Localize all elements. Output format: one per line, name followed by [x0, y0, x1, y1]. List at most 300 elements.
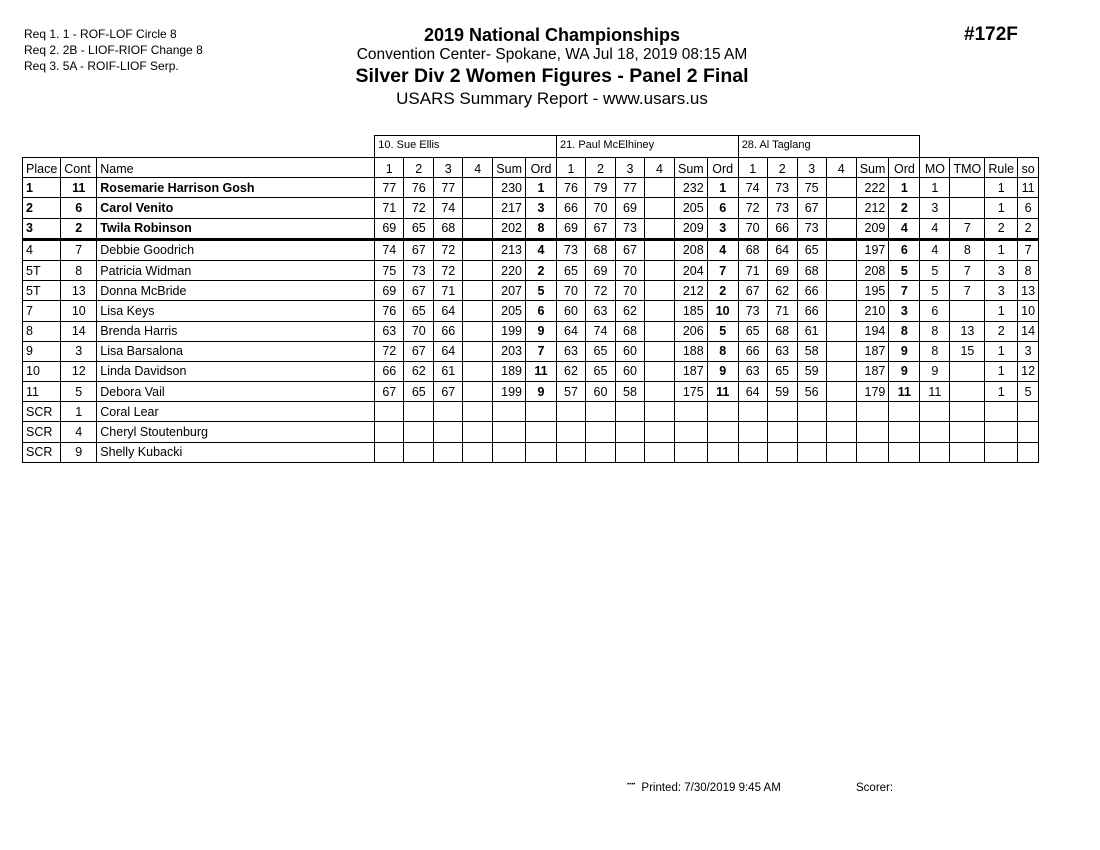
place-cell: 4: [23, 239, 61, 260]
sum-cell: 212: [856, 198, 889, 218]
score-cell: 63: [767, 341, 797, 361]
rule-cell: 1: [985, 341, 1018, 361]
col-judge-3-score-3: 3: [797, 158, 826, 178]
ord-cell: 5: [889, 260, 920, 280]
score-cell: 66: [738, 341, 767, 361]
score-cell: 67: [404, 281, 434, 301]
score-cell: 69: [375, 218, 404, 239]
score-cell: [463, 402, 493, 422]
ord-cell: 7: [889, 281, 920, 301]
division-title: Silver Div 2 Women Figures - Panel 2 Final: [355, 65, 749, 87]
sum-cell: [674, 442, 707, 462]
score-cell: [556, 402, 585, 422]
ord-cell: 6: [707, 198, 738, 218]
score-cell: [644, 442, 674, 462]
sum-cell: [493, 402, 526, 422]
score-cell: 71: [767, 301, 797, 321]
score-cell: 65: [797, 239, 826, 260]
score-cell: 58: [615, 382, 644, 402]
tmo-cell: 7: [950, 218, 985, 239]
score-cell: 70: [556, 281, 585, 301]
score-cell: 62: [404, 361, 434, 381]
tmo-cell: 15: [950, 341, 985, 361]
score-cell: [738, 442, 767, 462]
score-cell: 63: [738, 361, 767, 381]
score-cell: 63: [585, 301, 615, 321]
col-judge-3-score-4: 4: [826, 158, 856, 178]
place-cell: 10: [23, 361, 61, 381]
score-cell: 67: [375, 382, 404, 402]
score-cell: [797, 442, 826, 462]
ord-cell: 6: [889, 239, 920, 260]
tmo-cell: [950, 442, 985, 462]
tmo-cell: [950, 301, 985, 321]
score-cell: 57: [556, 382, 585, 402]
score-cell: 60: [615, 361, 644, 381]
sum-cell: 205: [493, 301, 526, 321]
cont-cell: 5: [61, 382, 97, 402]
score-cell: 70: [585, 198, 615, 218]
results-table: [22, 135, 1039, 463]
table-row: [23, 402, 1039, 422]
rule-cell: 2: [985, 218, 1018, 239]
score-cell: 75: [797, 178, 826, 198]
score-cell: [826, 422, 856, 442]
score-cell: [615, 422, 644, 442]
table-row: [23, 361, 1039, 381]
score-cell: [434, 402, 463, 422]
score-cell: [585, 442, 615, 462]
sum-cell: [856, 422, 889, 442]
rule-cell: [985, 442, 1018, 462]
score-cell: 70: [738, 218, 767, 239]
ord-cell: [889, 422, 920, 442]
score-cell: [404, 442, 434, 462]
score-cell: 75: [375, 260, 404, 280]
score-cell: [644, 178, 674, 198]
score-cell: [767, 402, 797, 422]
score-cell: [826, 301, 856, 321]
name-cell: Debora Vail: [97, 382, 375, 402]
judge-2-name: 21. Paul McElhiney: [556, 136, 738, 158]
score-cell: [826, 281, 856, 301]
score-cell: 70: [404, 321, 434, 341]
ord-cell: 9: [525, 321, 556, 341]
score-cell: 66: [797, 301, 826, 321]
score-cell: 58: [797, 341, 826, 361]
score-cell: 60: [585, 382, 615, 402]
ord-cell: [707, 442, 738, 462]
printed-footer: [627, 782, 781, 794]
score-cell: 64: [738, 382, 767, 402]
score-cell: 66: [797, 281, 826, 301]
score-cell: 68: [797, 260, 826, 280]
score-cell: [797, 402, 826, 422]
tmo-cell: [950, 422, 985, 442]
score-cell: [463, 281, 493, 301]
ord-cell: [525, 402, 556, 422]
ord-cell: 5: [707, 321, 738, 341]
mo-cell: 1: [920, 178, 950, 198]
ord-cell: 1: [889, 178, 920, 198]
rule-cell: 3: [985, 260, 1018, 280]
col-judge-1-score-2: 2: [404, 158, 434, 178]
score-cell: [375, 422, 404, 442]
score-cell: 72: [738, 198, 767, 218]
score-cell: 74: [585, 321, 615, 341]
table-row: [23, 442, 1039, 462]
sum-cell: [856, 402, 889, 422]
score-cell: [644, 321, 674, 341]
score-cell: [463, 218, 493, 239]
score-cell: [463, 382, 493, 402]
score-cell: [644, 341, 674, 361]
sum-cell: 208: [674, 239, 707, 260]
so-cell: 13: [1018, 281, 1039, 301]
score-cell: 71: [375, 198, 404, 218]
ord-cell: 7: [525, 341, 556, 361]
sum-cell: 188: [674, 341, 707, 361]
sum-cell: 204: [674, 260, 707, 280]
col-judge-1-score-3: 3: [434, 158, 463, 178]
score-cell: 66: [767, 218, 797, 239]
ord-cell: 11: [889, 382, 920, 402]
table-row: [23, 341, 1039, 361]
mo-cell: 5: [920, 281, 950, 301]
col-judge-3-score-1: 1: [738, 158, 767, 178]
score-cell: 79: [585, 178, 615, 198]
ord-cell: [525, 442, 556, 462]
cont-cell: 3: [61, 341, 97, 361]
mo-cell: 9: [920, 361, 950, 381]
place-cell: 5T: [23, 281, 61, 301]
mo-cell: [920, 402, 950, 422]
mo-cell: [920, 422, 950, 442]
ord-cell: 5: [525, 281, 556, 301]
score-cell: [826, 361, 856, 381]
sum-cell: 203: [493, 341, 526, 361]
score-cell: 73: [797, 218, 826, 239]
sum-cell: 230: [493, 178, 526, 198]
score-cell: 73: [404, 260, 434, 280]
so-cell: 8: [1018, 260, 1039, 280]
sum-cell: [856, 442, 889, 462]
so-cell: [1018, 422, 1039, 442]
score-cell: 66: [556, 198, 585, 218]
requirement-2: Req 2. 2B - LIOF-RIOF Change 8: [24, 43, 203, 57]
ord-cell: [525, 422, 556, 442]
mo-cell: 6: [920, 301, 950, 321]
score-cell: [556, 442, 585, 462]
score-cell: [826, 442, 856, 462]
score-cell: 65: [738, 321, 767, 341]
ord-cell: 8: [707, 341, 738, 361]
col-tmo: TMO: [950, 158, 985, 178]
sum-cell: [674, 422, 707, 442]
score-cell: 59: [797, 361, 826, 381]
score-cell: 74: [434, 198, 463, 218]
mo-cell: 4: [920, 218, 950, 239]
mo-cell: 8: [920, 341, 950, 361]
score-cell: 77: [375, 178, 404, 198]
name-cell: Coral Lear: [97, 402, 375, 422]
cont-cell: 9: [61, 442, 97, 462]
score-cell: 70: [615, 281, 644, 301]
score-cell: 62: [556, 361, 585, 381]
score-cell: [767, 442, 797, 462]
score-cell: 71: [738, 260, 767, 280]
score-cell: [463, 198, 493, 218]
sum-cell: 185: [674, 301, 707, 321]
tmo-cell: 7: [950, 260, 985, 280]
score-cell: [404, 422, 434, 442]
score-cell: 63: [556, 341, 585, 361]
score-cell: 65: [404, 382, 434, 402]
score-cell: [644, 218, 674, 239]
place-cell: SCR: [23, 442, 61, 462]
name-cell: Cheryl Stoutenburg: [97, 422, 375, 442]
table-row: [23, 321, 1039, 341]
score-cell: 64: [767, 239, 797, 260]
ord-cell: 4: [889, 218, 920, 239]
cont-cell: 1: [61, 402, 97, 422]
sum-cell: 209: [856, 218, 889, 239]
score-cell: [826, 198, 856, 218]
score-cell: [644, 422, 674, 442]
place-cell: 2: [23, 198, 61, 218]
table-row: [23, 218, 1039, 239]
name-cell: Patricia Widman: [97, 260, 375, 280]
so-cell: 7: [1018, 239, 1039, 260]
score-cell: [463, 321, 493, 341]
mo-cell: [920, 442, 950, 462]
event-title: 2019 National Championships: [423, 25, 681, 45]
score-cell: 77: [615, 178, 644, 198]
score-cell: [644, 301, 674, 321]
scorer-label: Scorer:: [856, 782, 894, 794]
score-cell: [826, 239, 856, 260]
rule-cell: [985, 422, 1018, 442]
col-cont: Cont: [61, 158, 97, 178]
score-cell: 64: [556, 321, 585, 341]
ord-cell: [889, 442, 920, 462]
score-cell: 65: [585, 341, 615, 361]
place-cell: 8: [23, 321, 61, 341]
judge-1-name: 10. Sue Ellis: [375, 136, 557, 158]
score-cell: 73: [556, 239, 585, 260]
sum-cell: [493, 442, 526, 462]
name-cell: Brenda Harris: [97, 321, 375, 341]
score-cell: [826, 178, 856, 198]
cont-cell: 14: [61, 321, 97, 341]
score-cell: 64: [434, 301, 463, 321]
score-cell: 68: [615, 321, 644, 341]
ord-cell: 9: [889, 361, 920, 381]
score-cell: 72: [434, 239, 463, 260]
score-cell: [556, 422, 585, 442]
name-cell: Shelly Kubacki: [97, 442, 375, 462]
sum-cell: 222: [856, 178, 889, 198]
score-cell: [463, 260, 493, 280]
score-cell: [463, 178, 493, 198]
sum-cell: 212: [674, 281, 707, 301]
mo-cell: 5: [920, 260, 950, 280]
table-row: [23, 382, 1039, 402]
col-judge-1-score-1: 1: [375, 158, 404, 178]
score-cell: 61: [434, 361, 463, 381]
place-cell: SCR: [23, 422, 61, 442]
so-cell: 3: [1018, 341, 1039, 361]
table-row: [23, 239, 1039, 260]
name-cell: Lisa Barsalona: [97, 341, 375, 361]
judge-3-name: 28. Al Taglang: [738, 136, 920, 158]
col-judge-2-score-1: 1: [556, 158, 585, 178]
name-cell: Lisa Keys: [97, 301, 375, 321]
cont-cell: 10: [61, 301, 97, 321]
table-row: [23, 301, 1039, 321]
score-cell: [826, 218, 856, 239]
requirement-3: Req 3. 5A - ROIF-LIOF Serp.: [24, 59, 179, 73]
rule-cell: 2: [985, 321, 1018, 341]
ord-cell: 8: [525, 218, 556, 239]
sum-cell: 217: [493, 198, 526, 218]
place-cell: 5T: [23, 260, 61, 280]
score-cell: [434, 422, 463, 442]
score-cell: 67: [797, 198, 826, 218]
score-cell: 73: [767, 198, 797, 218]
name-cell: Carol Venito: [97, 198, 375, 218]
table-row: [23, 422, 1039, 442]
score-cell: 76: [375, 301, 404, 321]
ord-cell: 1: [707, 178, 738, 198]
score-cell: 63: [375, 321, 404, 341]
sum-cell: 210: [856, 301, 889, 321]
score-cell: 71: [434, 281, 463, 301]
score-cell: 62: [767, 281, 797, 301]
tmo-cell: 7: [950, 281, 985, 301]
score-cell: 73: [738, 301, 767, 321]
ord-cell: [707, 402, 738, 422]
tmo-cell: [950, 361, 985, 381]
so-cell: 12: [1018, 361, 1039, 381]
so-cell: [1018, 442, 1039, 462]
score-cell: 64: [434, 341, 463, 361]
score-cell: 70: [615, 260, 644, 280]
score-cell: [375, 442, 404, 462]
sum-cell: 175: [674, 382, 707, 402]
score-cell: [826, 321, 856, 341]
ord-cell: 3: [707, 218, 738, 239]
col-judge-2-score-3: 3: [615, 158, 644, 178]
score-cell: [644, 382, 674, 402]
score-cell: 65: [556, 260, 585, 280]
place-cell: 7: [23, 301, 61, 321]
judge-header-row: [23, 136, 1039, 158]
printed-date: Printed: 7/30/2019 9:45 AM: [641, 782, 781, 794]
score-cell: 68: [434, 218, 463, 239]
score-cell: [826, 402, 856, 422]
so-cell: 6: [1018, 198, 1039, 218]
sum-cell: 220: [493, 260, 526, 280]
score-cell: [826, 341, 856, 361]
ord-cell: 10: [707, 301, 738, 321]
col-judge-2-sum: Sum: [674, 158, 707, 178]
score-cell: 67: [404, 341, 434, 361]
sum-cell: 187: [674, 361, 707, 381]
score-cell: 65: [404, 301, 434, 321]
ord-cell: [707, 422, 738, 442]
score-cell: [644, 402, 674, 422]
rule-cell: 1: [985, 178, 1018, 198]
score-cell: [644, 361, 674, 381]
score-cell: 68: [585, 239, 615, 260]
column-header-row: [23, 158, 1039, 178]
score-cell: [463, 341, 493, 361]
mo-cell: 8: [920, 321, 950, 341]
tmo-cell: [950, 402, 985, 422]
sum-cell: 179: [856, 382, 889, 402]
score-cell: 77: [434, 178, 463, 198]
score-cell: 72: [585, 281, 615, 301]
sum-cell: 195: [856, 281, 889, 301]
rule-cell: 3: [985, 281, 1018, 301]
score-cell: [644, 281, 674, 301]
score-cell: 67: [404, 239, 434, 260]
score-cell: 67: [434, 382, 463, 402]
tmo-cell: 13: [950, 321, 985, 341]
score-cell: [797, 422, 826, 442]
score-cell: 59: [767, 382, 797, 402]
tmo-cell: [950, 382, 985, 402]
score-cell: 65: [585, 361, 615, 381]
score-cell: [644, 260, 674, 280]
score-cell: [826, 382, 856, 402]
score-cell: 76: [404, 178, 434, 198]
ord-cell: 1: [525, 178, 556, 198]
score-cell: [463, 361, 493, 381]
name-cell: Linda Davidson: [97, 361, 375, 381]
so-cell: 2: [1018, 218, 1039, 239]
sum-cell: 194: [856, 321, 889, 341]
score-cell: 74: [375, 239, 404, 260]
score-cell: 76: [556, 178, 585, 198]
sum-cell: 197: [856, 239, 889, 260]
sum-cell: 209: [674, 218, 707, 239]
score-cell: 65: [767, 361, 797, 381]
sum-cell: 213: [493, 239, 526, 260]
footer-marks: ••••: [627, 782, 636, 788]
col-rule: Rule: [985, 158, 1018, 178]
name-cell: Rosemarie Harrison Gosh: [97, 178, 375, 198]
so-cell: 11: [1018, 178, 1039, 198]
score-cell: 73: [767, 178, 797, 198]
score-cell: 69: [556, 218, 585, 239]
ord-cell: [889, 402, 920, 422]
score-cell: 61: [797, 321, 826, 341]
score-cell: [826, 260, 856, 280]
score-cell: 68: [767, 321, 797, 341]
so-cell: 10: [1018, 301, 1039, 321]
mo-cell: 3: [920, 198, 950, 218]
col-judge-3-ord: Ord: [889, 158, 920, 178]
table-row: [23, 198, 1039, 218]
score-cell: 69: [375, 281, 404, 301]
ord-cell: 2: [525, 260, 556, 280]
sum-cell: 205: [674, 198, 707, 218]
report-subtitle: USARS Summary Report - www.usars.us: [396, 89, 708, 108]
score-cell: [404, 402, 434, 422]
cont-cell: 4: [61, 422, 97, 442]
